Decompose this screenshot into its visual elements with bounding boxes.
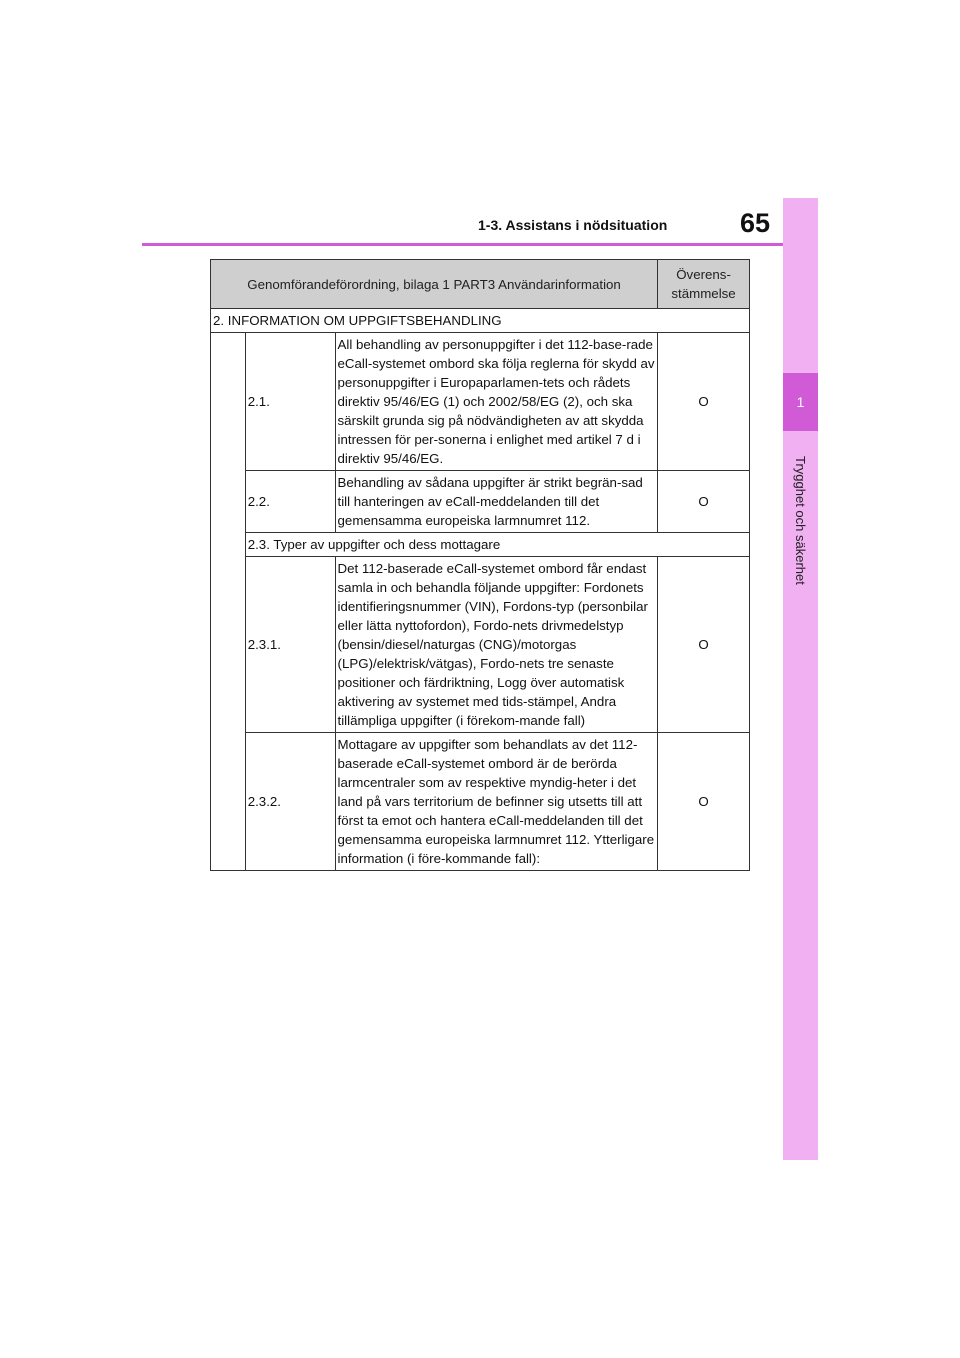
chapter-number: 1 bbox=[796, 394, 805, 410]
row-conformity: O bbox=[658, 471, 750, 533]
information-table bbox=[210, 259, 750, 871]
row-conformity: O bbox=[658, 733, 750, 871]
row-number: 2.3.1. bbox=[245, 557, 335, 733]
chapter-label: Trygghet och säkerhet bbox=[793, 455, 808, 585]
row-text: All behandling av personuppgifter i det 112-base-rade eCall-systemet ombord ska följa reglerna för skydd av personuppgifter i Europaparlamen-tets och rådets direktiv 95/46/EG (1) och 2002/58/EG (2), och ska särskilt grunda sig på nödvändigheten av att skydda intressen för per-sonerna i enlighet med artikel 7 d i direktiv 95/46/EG. bbox=[335, 333, 658, 471]
row-number: 2.1. bbox=[245, 333, 335, 471]
chapter-side-tab bbox=[783, 198, 818, 1160]
header-conformity bbox=[658, 260, 750, 309]
chapter-label-container bbox=[783, 440, 818, 600]
subsection-row bbox=[211, 533, 750, 557]
row-conformity: O bbox=[658, 333, 750, 471]
section-title: 1-3. Assistans i nödsituation bbox=[478, 217, 668, 233]
table-row bbox=[211, 333, 750, 471]
section-row bbox=[211, 309, 750, 333]
page-number: 65 bbox=[740, 208, 771, 238]
subsection-heading: 2.3. Typer av uppgifter och dess mottagare bbox=[245, 533, 749, 557]
header-divider bbox=[142, 243, 783, 246]
row-number: 2.2. bbox=[245, 471, 335, 533]
table-header-row bbox=[211, 260, 750, 309]
row-number: 2.3.2. bbox=[245, 733, 335, 871]
row-text: Behandling av sådana uppgifter är strikt begrän-sad till hanteringen av eCall-meddelanden till det gemensamma europeiska larmnumret 112. bbox=[335, 471, 658, 533]
table-row bbox=[211, 733, 750, 871]
header-requirement: Genomförandeförordning, bilaga 1 PART3 Användarinformation bbox=[211, 260, 658, 309]
chapter-number-tab[interactable] bbox=[783, 373, 818, 431]
row-text: Det 112-baserade eCall-systemet ombord får endast samla in och behandla följande uppgifter: Fordonets identifieringsnummer (VIN), Fordons-typ (personbilar eller lätta nyttofordon), Fordo-nets drivmedelstyp (bensin/diesel/naturgas (CNG)/motorgas (LPG)/elektrisk/vätgas), Fordo-nets tre senaste positioner och färdriktning, Logg över automatisk aktivering av systemet med tids-stämpel, Andra tillämpliga uppgifter (i förekom-mande fall) bbox=[335, 557, 658, 733]
row-text: Mottagare av uppgifter som behandlats av det 112-baserade eCall-systemet ombord är de berörda larmcentraler som av respektive myndig-heter i det land på vars territorium de befinner sig utsetts till att först ta emot och hantera eCall-meddelanden till det gemensamma europeiska larmnumret 112. Ytterligare information (i före-kommande fall): bbox=[335, 733, 658, 871]
table-row bbox=[211, 471, 750, 533]
header-conformity-label: Överens-stämmelse bbox=[671, 267, 736, 301]
table-row bbox=[211, 557, 750, 733]
row-conformity: O bbox=[658, 557, 750, 733]
section-heading: 2. INFORMATION OM UPPGIFTSBEHANDLING bbox=[211, 309, 750, 333]
indent-cell bbox=[211, 333, 246, 871]
